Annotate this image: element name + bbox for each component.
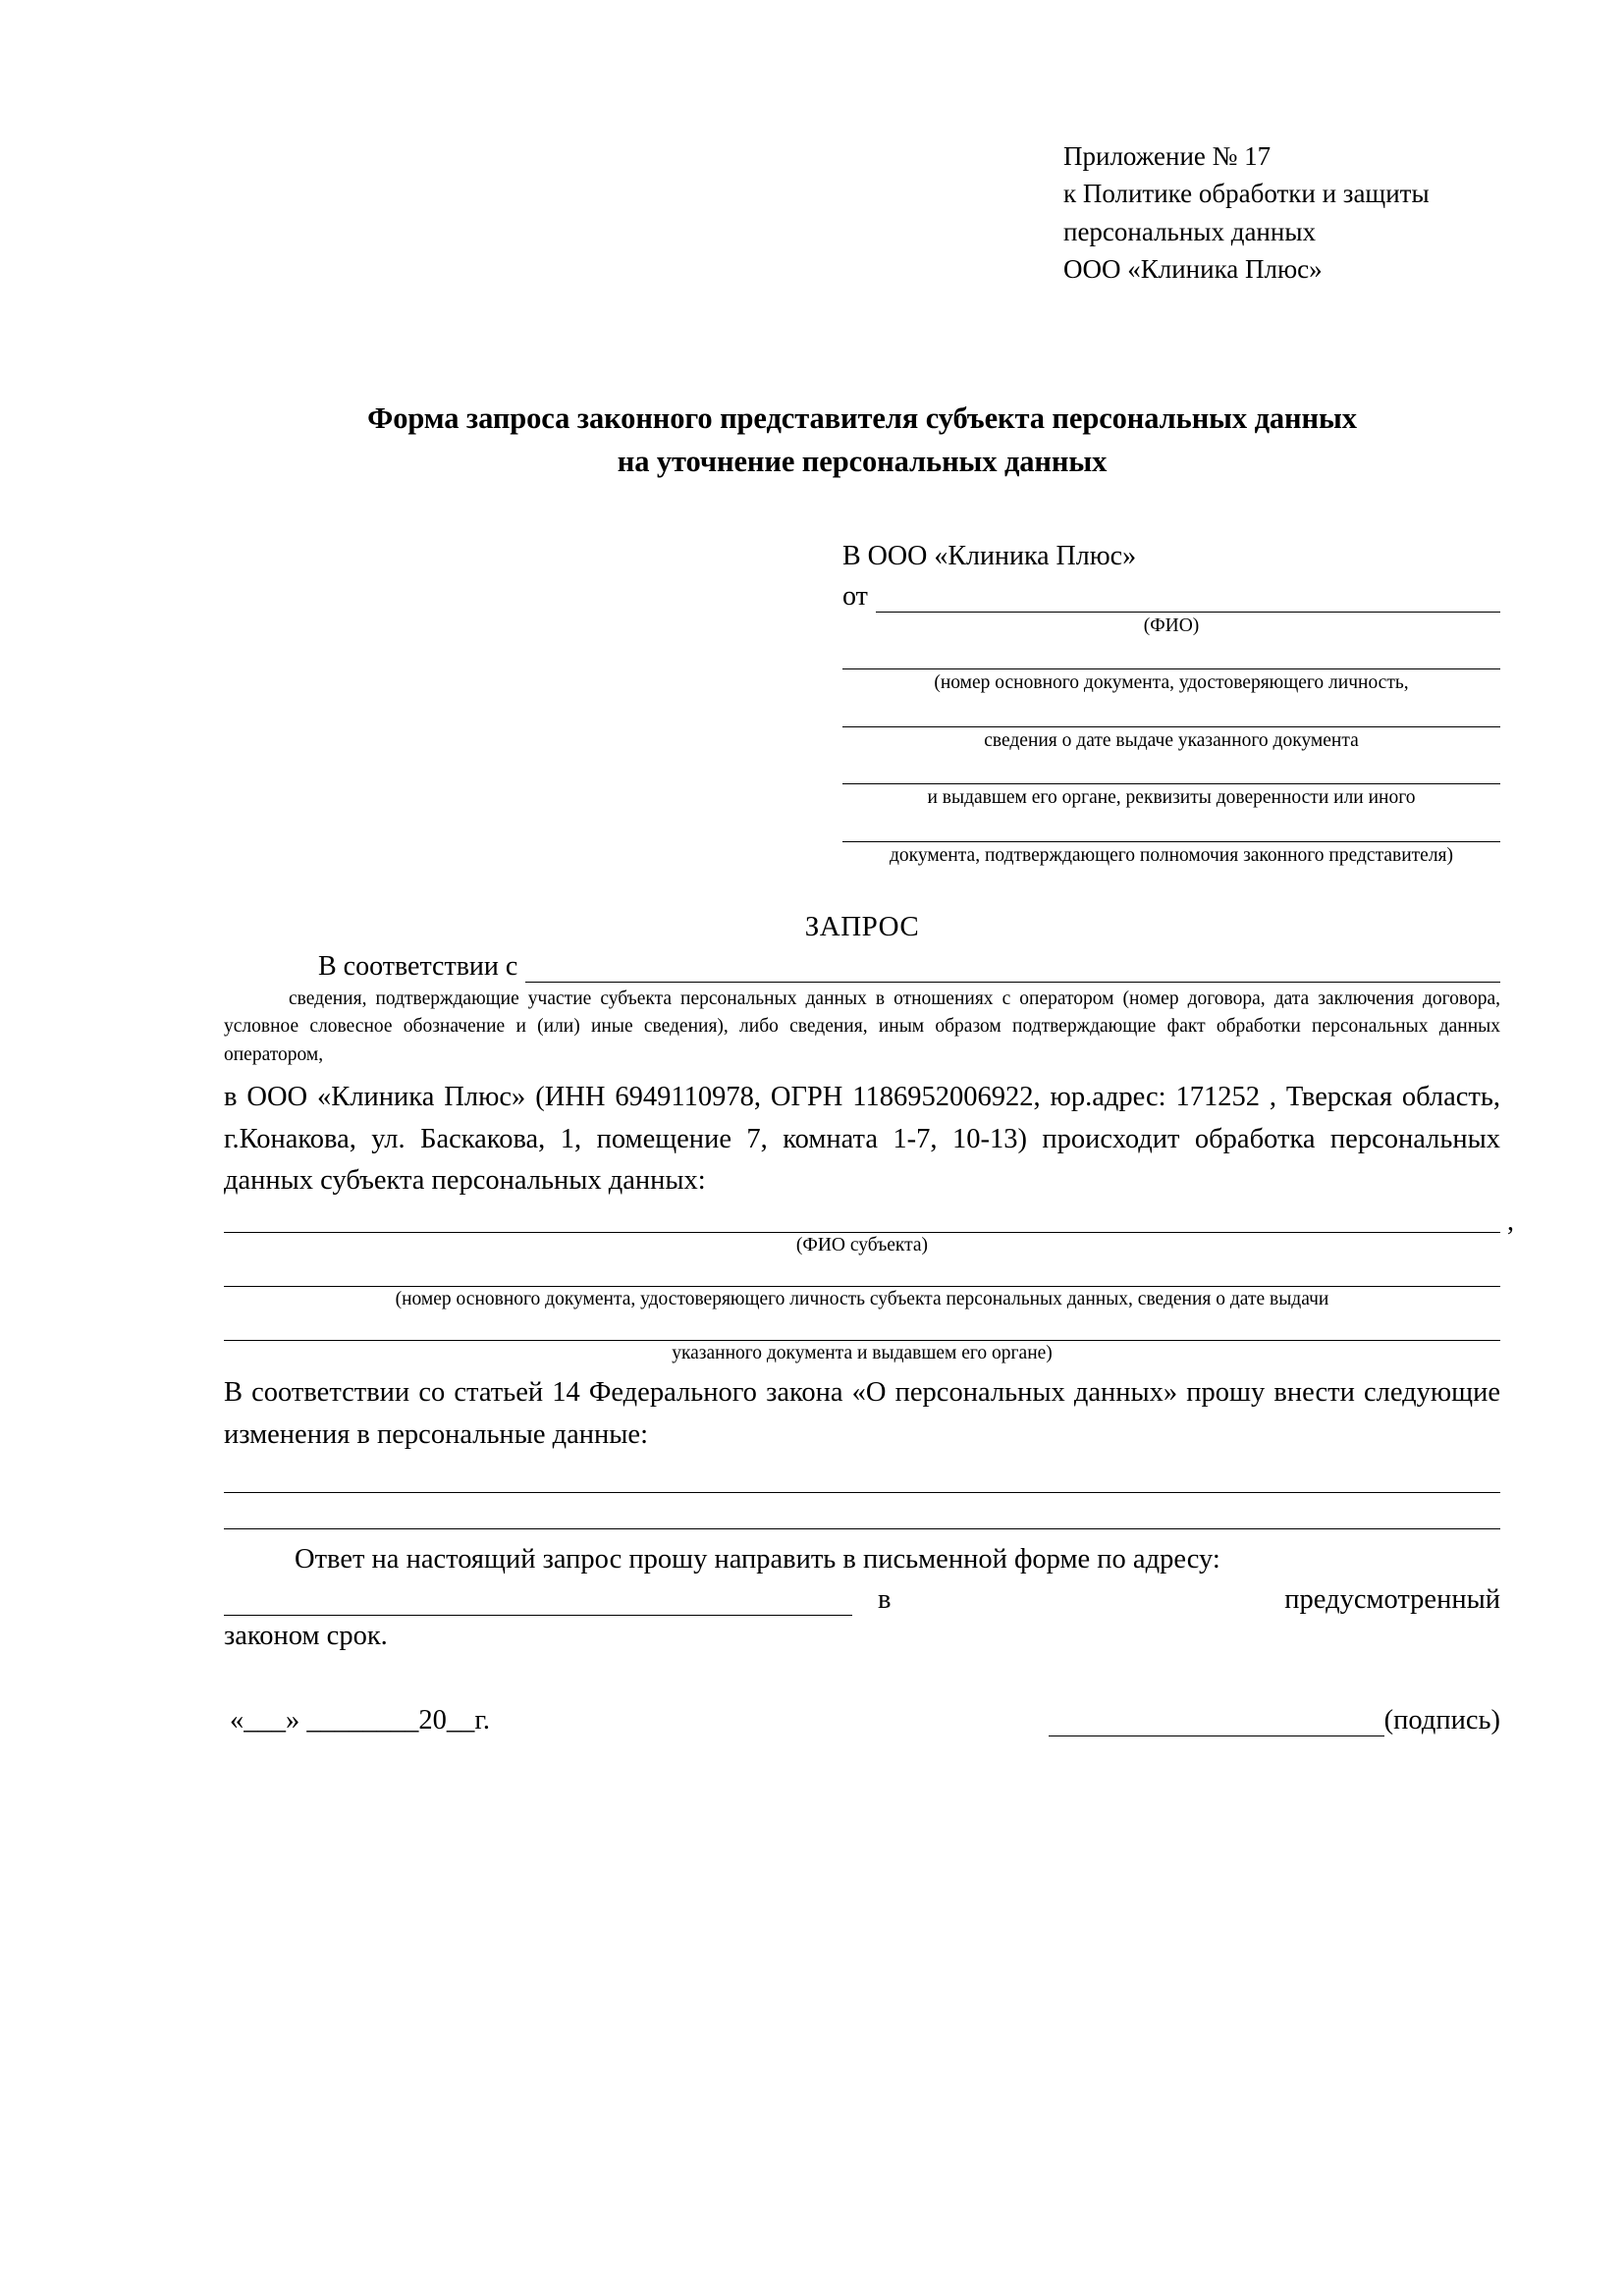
accordance-note-text: сведения, подтверждающие участие субъекта персональных данных в отношениях с оператором (номер договора, дата заключения договора, условное словесное обозначение и (или) иные сведения), либо сведения, иным образом подтверждающие факт обработки персональных данных оператором, [224,988,1500,1065]
subject-fio-line[interactable] [224,1202,1514,1238]
law-paragraph: В соответствии со статьей 14 Федерального закона «О персональных данных» прошу внести следующие изменения в персональные данные: [224,1377,1500,1450]
answer-intro-text: Ответ на настоящий запрос прошу направить в письменной форме по адресу: [295,1543,1220,1575]
doc-line-4[interactable] [842,815,1500,842]
subject-doc-line-2[interactable] [224,1310,1500,1341]
accordance-note [224,986,1500,1069]
answer-last-line: законом срок. [224,1621,388,1652]
doc-line-2[interactable] [842,700,1500,727]
page-title [224,398,1500,483]
comma-mark: , [1507,1206,1514,1238]
signature-caption: (подпись) [1383,1705,1500,1736]
accordance-input-line[interactable] [525,961,1500,983]
page-title-line-2: на уточнение персональных данных [617,444,1108,478]
doc-line-1[interactable] [842,642,1500,669]
addressee-line: В ООО «Клиника Плюс» [842,540,1137,571]
caption-fio: (ФИО) [1143,615,1200,637]
subject-doc-line-1[interactable] [224,1256,1500,1287]
date-field[interactable]: «___» ________20__г. [230,1705,490,1736]
changes-line-1[interactable] [224,1457,1500,1493]
accordance-label: В соответствии с [318,950,518,982]
answer-address-input-line[interactable] [224,1589,852,1616]
document-header [1063,137,1500,288]
answer-intro [224,1539,1500,1581]
caption-subject-doc-1: (номер основного документа, удостоверяющего личность субъекта персональных данных, сведения о дате выдачи [395,1289,1329,1310]
caption-doc-1: (номер основного документа, удостоверяющего личность, [934,672,1409,694]
signature-line[interactable] [1049,1714,1384,1736]
caption-doc-3: и выдавшем его органе, реквизиты доверенности или иного [927,787,1416,809]
header-line-4: ООО «Клиника Плюс» [1063,253,1323,284]
caption-subject-doc-2: указанного документа и выдавшем его органе) [672,1343,1053,1364]
answer-address-row [224,1584,1500,1616]
page-title-line-1: Форма запроса законного представителя субъекта персональных данных [367,401,1357,436]
doc-line-3[interactable] [842,757,1500,784]
operator-paragraph: в ООО «Клиника Плюс» (ИНН 6949110978, ОГРН 1186952006922, юр.адрес: 171252 , Тверская область, г.Конакова, ул. Баскакова, 1, помещение 7, комната 1-7, 10-13) происходит обработка персональных данных субъекта персональных данных: [224,1081,1500,1197]
caption-doc-2: сведения о дате выдаче указанного документа [984,729,1359,751]
caption-doc-4: документа, подтверждающего полномочия законного представителя) [889,844,1454,866]
answer-tail-word: предусмотренный [1284,1584,1500,1616]
date-signature-row [224,1705,1500,1736]
header-line-2: к Политике обработки и защиты [1063,179,1430,209]
header-line-3: персональных данных [1063,216,1316,246]
signature-field[interactable] [1049,1705,1500,1736]
request-heading: ЗАПРОС [804,910,920,942]
from-row [842,581,1500,613]
fio-input-line[interactable] [876,591,1500,613]
document-content [224,137,1514,1736]
accordance-row [224,951,1500,983]
representative-block [842,581,1500,868]
answer-tail-wrap [852,1584,1500,1616]
answer-mid-word: в [878,1584,892,1616]
caption-subject-fio: (ФИО субъекта) [795,1235,929,1256]
header-line-1: Приложение № 17 [1063,141,1272,171]
from-label: от [842,581,868,613]
changes-line-2[interactable] [224,1493,1500,1529]
